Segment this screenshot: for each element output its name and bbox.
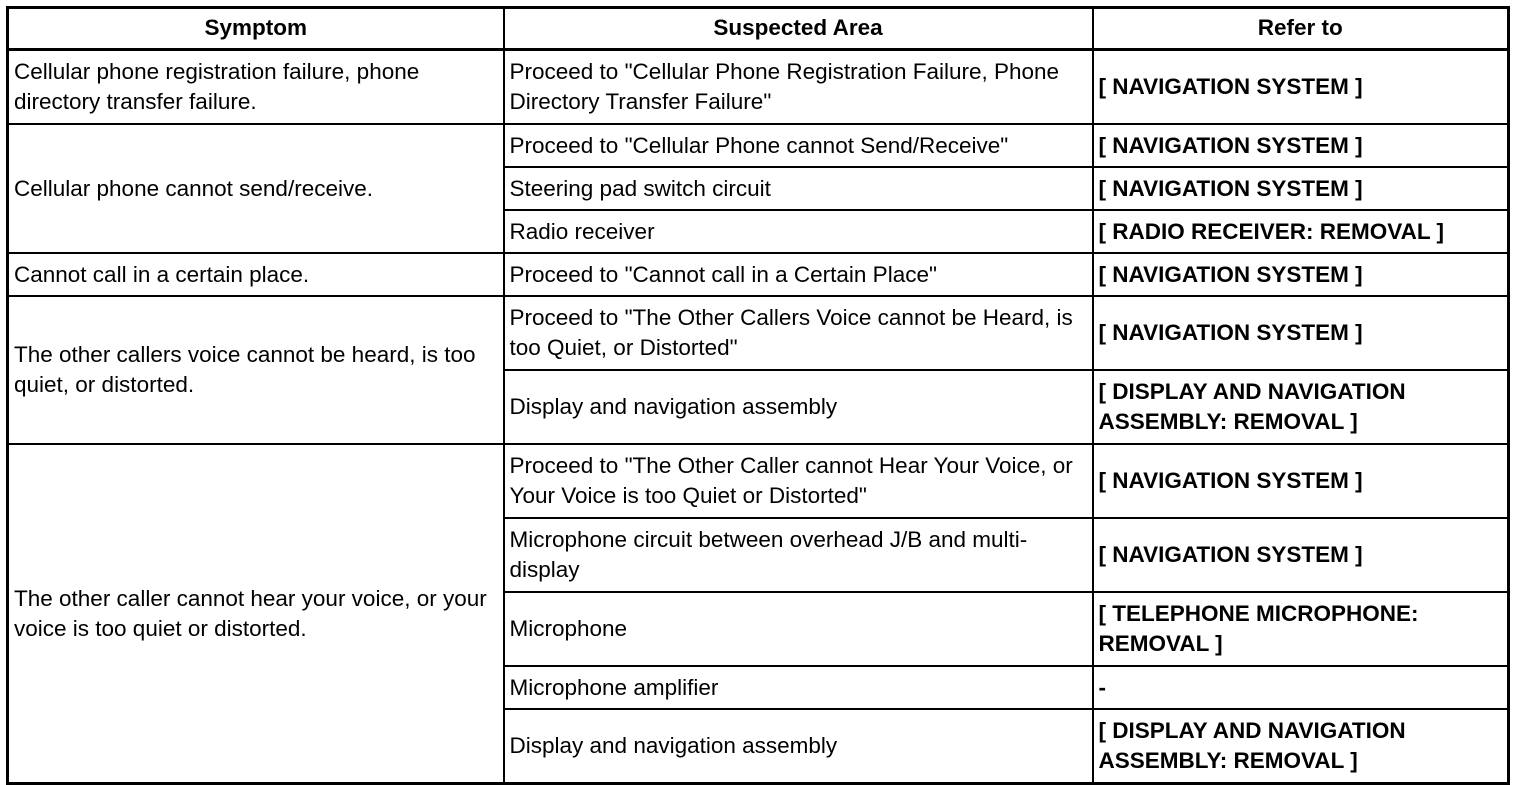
refer-to-cell: [ NAVIGATION SYSTEM ] <box>1093 444 1509 518</box>
refer-to-cell: [ DISPLAY AND NAVIGATION ASSEMBLY: REMOVAL ] <box>1093 709 1509 784</box>
suspected-area-cell: Proceed to "Cannot call in a Certain Place" <box>504 253 1093 296</box>
symptom-cell: Cellular phone cannot send/receive. <box>8 124 504 253</box>
refer-to-cell: [ NAVIGATION SYSTEM ] <box>1093 124 1509 167</box>
table-row <box>8 253 1509 296</box>
suspected-area-cell: Display and navigation assembly <box>504 370 1093 444</box>
refer-to-cell: [ NAVIGATION SYSTEM ] <box>1093 518 1509 592</box>
suspected-area-cell: Radio receiver <box>504 210 1093 253</box>
refer-to-cell: [ NAVIGATION SYSTEM ] <box>1093 50 1509 125</box>
symptom-cell: The other callers voice cannot be heard, is too quiet, or distorted. <box>8 296 504 444</box>
suspected-area-cell: Display and navigation assembly <box>504 709 1093 784</box>
refer-to-cell: [ DISPLAY AND NAVIGATION ASSEMBLY: REMOVAL ] <box>1093 370 1509 444</box>
suspected-area-cell: Proceed to "The Other Caller cannot Hear Your Voice, or Your Voice is too Quiet or Distorted" <box>504 444 1093 518</box>
refer-to-cell: [ NAVIGATION SYSTEM ] <box>1093 253 1509 296</box>
table-row <box>8 124 1509 167</box>
suspected-area-cell: Proceed to "Cellular Phone cannot Send/Receive" <box>504 124 1093 167</box>
suspected-area-cell: Microphone <box>504 592 1093 666</box>
suspected-area-cell: Steering pad switch circuit <box>504 167 1093 210</box>
troubleshooting-table <box>6 6 1510 785</box>
refer-to-cell: [ RADIO RECEIVER: REMOVAL ] <box>1093 210 1509 253</box>
symptom-cell: The other caller cannot hear your voice, or your voice is too quiet or distorted. <box>8 444 504 784</box>
suspected-area-cell: Proceed to "Cellular Phone Registration Failure, Phone Directory Transfer Failure" <box>504 50 1093 125</box>
header-symptom: Symptom <box>8 8 504 50</box>
refer-to-cell: - <box>1093 666 1509 709</box>
header-refer-to: Refer to <box>1093 8 1509 50</box>
symptom-cell: Cellular phone registration failure, phone directory transfer failure. <box>8 50 504 125</box>
refer-to-cell: [ NAVIGATION SYSTEM ] <box>1093 296 1509 370</box>
suspected-area-cell: Microphone amplifier <box>504 666 1093 709</box>
header-row <box>8 8 1509 50</box>
symptom-cell: Cannot call in a certain place. <box>8 253 504 296</box>
table-row <box>8 296 1509 370</box>
table-row <box>8 444 1509 518</box>
header-suspected-area: Suspected Area <box>504 8 1093 50</box>
refer-to-cell: [ TELEPHONE MICROPHONE: REMOVAL ] <box>1093 592 1509 666</box>
table-row <box>8 50 1509 125</box>
refer-to-cell: [ NAVIGATION SYSTEM ] <box>1093 167 1509 210</box>
suspected-area-cell: Proceed to "The Other Callers Voice cannot be Heard, is too Quiet, or Distorted" <box>504 296 1093 370</box>
suspected-area-cell: Microphone circuit between overhead J/B and multi-display <box>504 518 1093 592</box>
